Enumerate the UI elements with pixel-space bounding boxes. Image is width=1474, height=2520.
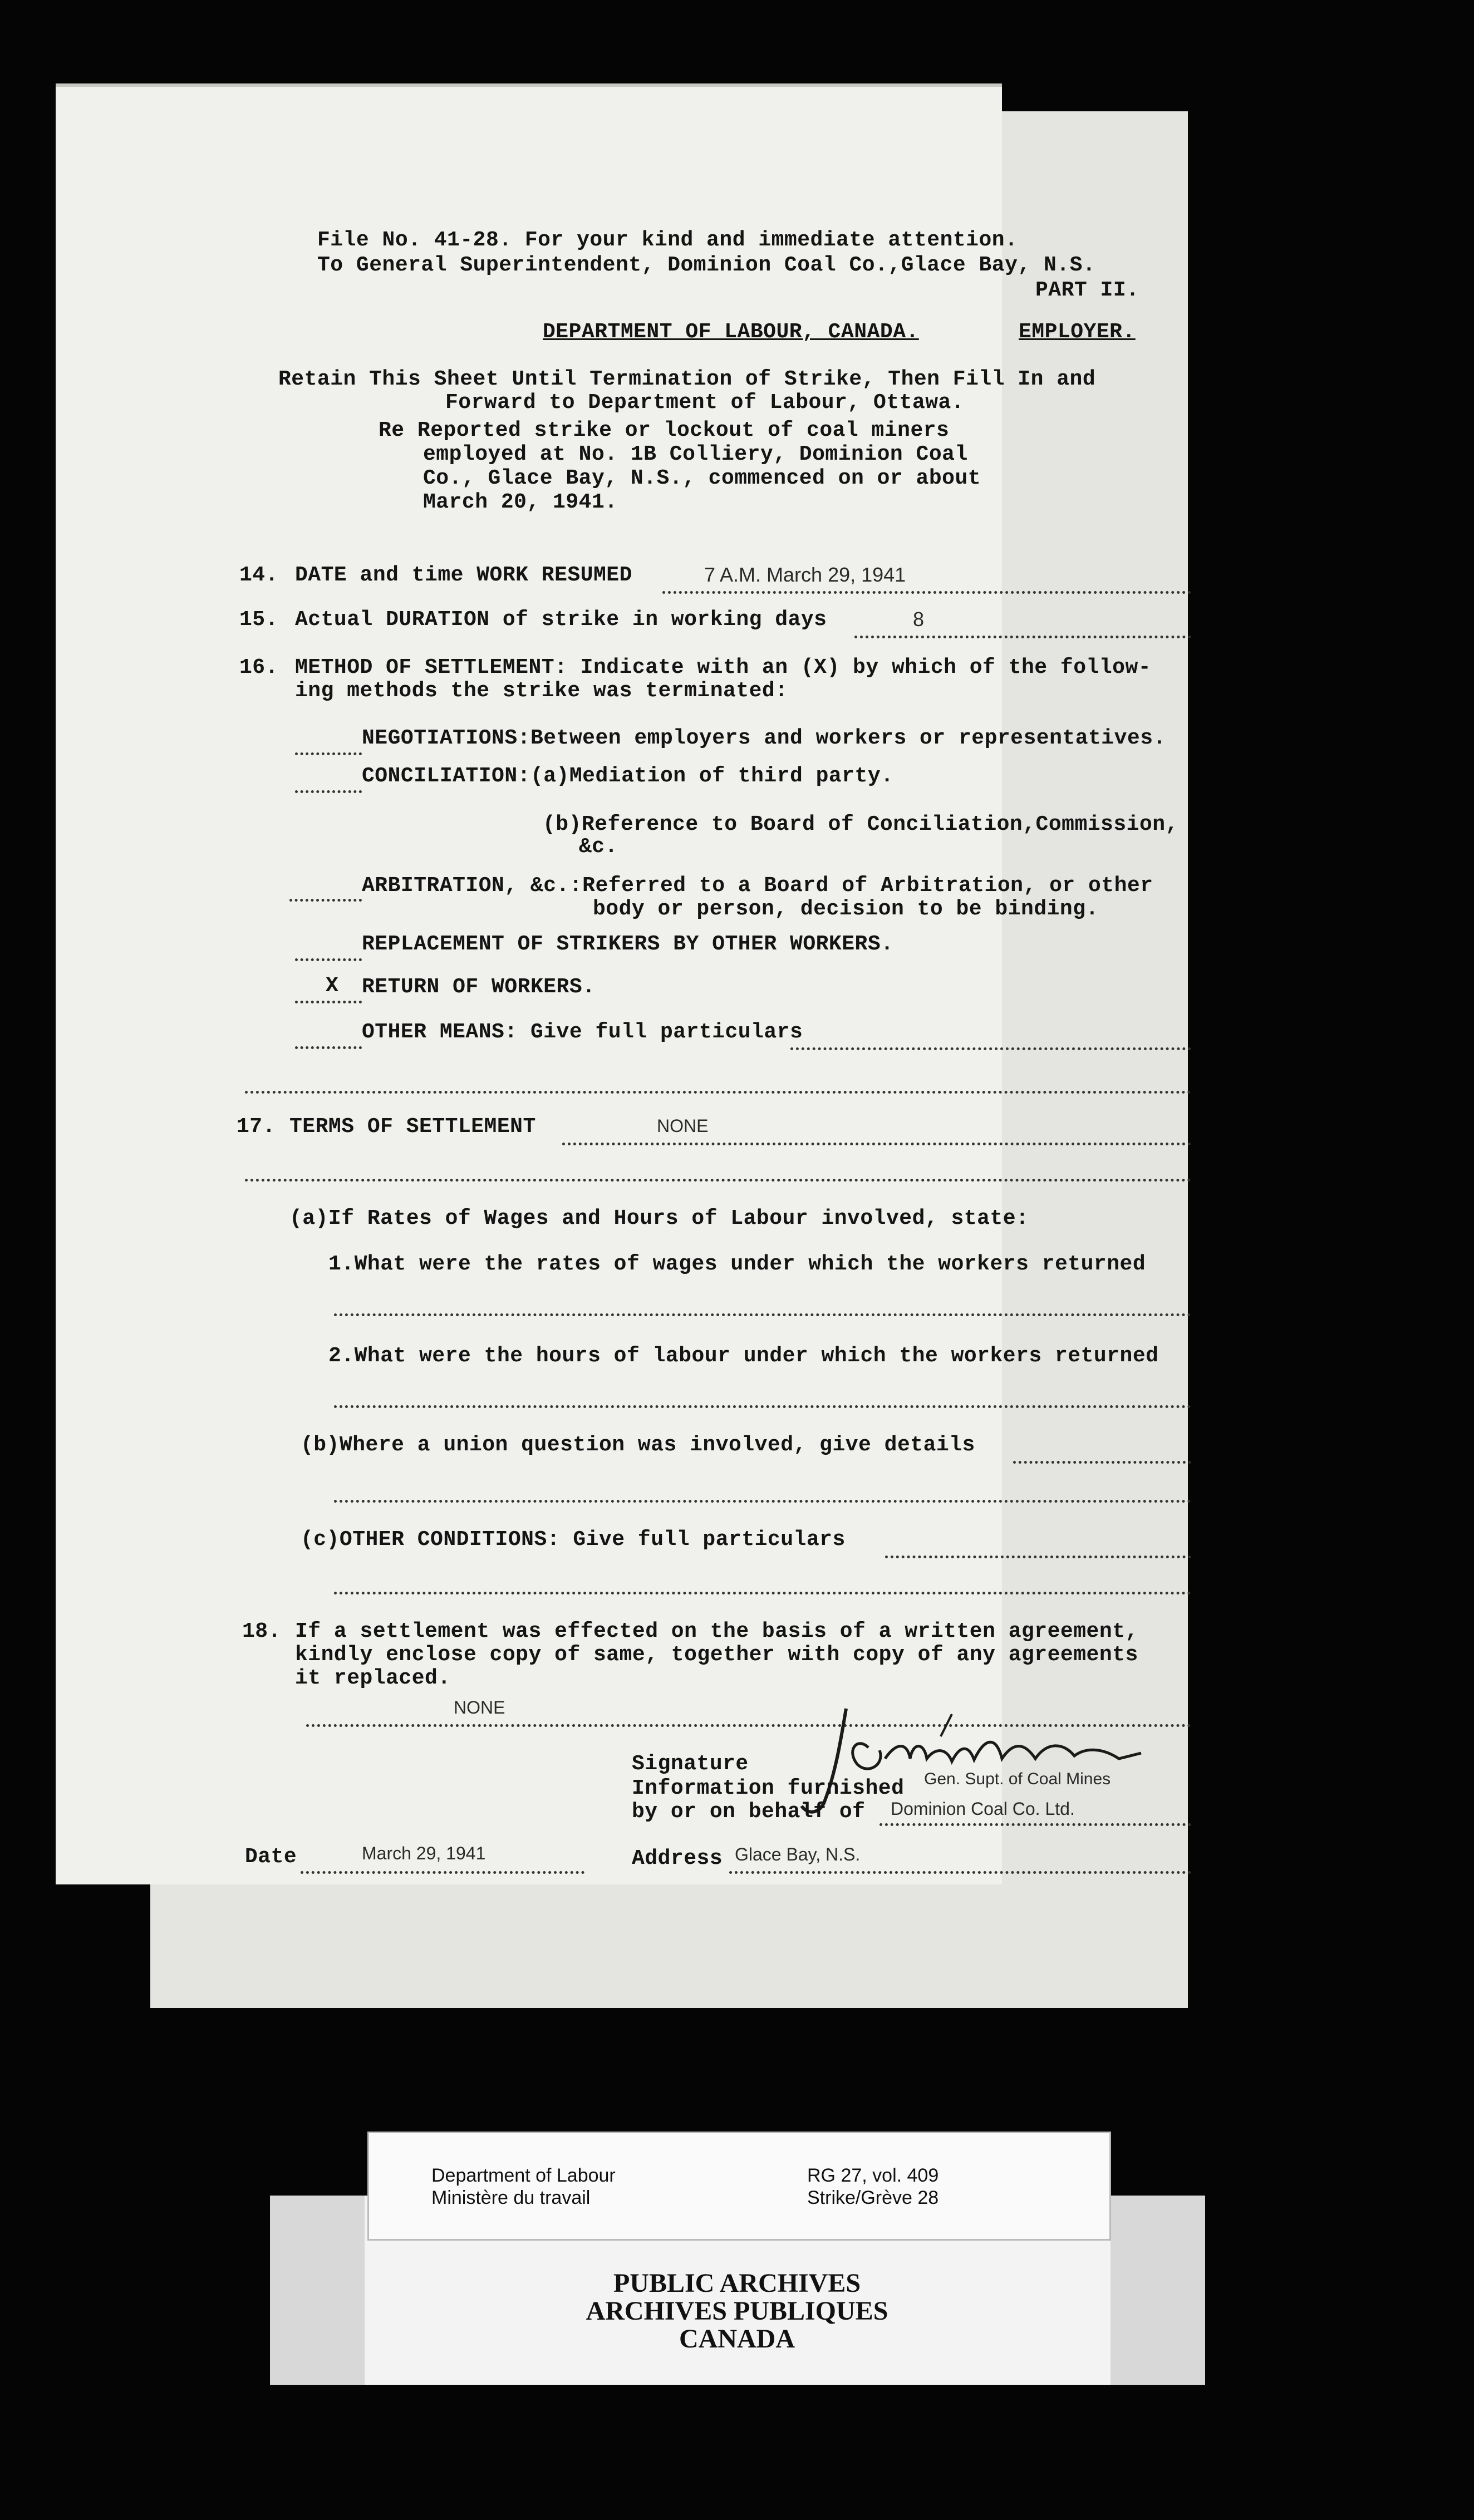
- item-18-answer: NONE: [454, 1697, 505, 1717]
- item-14-line: [662, 591, 1191, 594]
- arbitration-blank: [289, 899, 362, 902]
- item-14-number: 14.: [239, 563, 278, 587]
- archive-dept-en: Department of Labour: [431, 2165, 616, 2186]
- item-17c-line-2: [334, 1592, 1191, 1594]
- item-17c-question: (c)OTHER CONDITIONS: Give full particulars: [301, 1528, 846, 1552]
- archive-dept-fr: Ministère du travail: [431, 2187, 591, 2208]
- item-17b-question: (b)Where a union question was involved, give details: [301, 1433, 975, 1457]
- item-17-answer: NONE: [657, 1116, 709, 1136]
- re-line-4: March 20, 1941.: [423, 490, 618, 514]
- department-title: DEPARTMENT OF LABOUR, CANADA.: [543, 320, 919, 344]
- archive-reference: RG 27, vol. 409: [807, 2165, 939, 2186]
- re-line-1: Re Reported strike or lockout of coal miners: [379, 419, 950, 442]
- item-17-line-2: [245, 1179, 1191, 1182]
- re-line-3: Co., Glace Bay, N.S., commenced on or about: [423, 466, 981, 490]
- return-blank: [295, 1001, 362, 1003]
- replacement-option: REPLACEMENT OF STRIKERS BY OTHER WORKERS.: [362, 932, 894, 956]
- re-line-2: employed at No. 1B Colliery, Dominion Coal: [423, 442, 968, 466]
- item-17a-question: (a)If Rates of Wages and Hours of Labour involved, state:: [289, 1207, 1029, 1231]
- address-line: [729, 1871, 1191, 1874]
- item-17c-line-1: [885, 1556, 1191, 1558]
- archive-title-en: PUBLIC ARCHIVES: [613, 2268, 861, 2298]
- arbitration-option-2: body or person, decision to be binding.: [593, 897, 1099, 921]
- item-15-line: [854, 636, 1191, 638]
- item-18-number: 18.: [242, 1620, 281, 1643]
- archive-title-country: CANADA: [679, 2324, 795, 2354]
- item-14-question: DATE and time WORK RESUMED: [295, 563, 632, 587]
- item-17a1-line: [334, 1313, 1191, 1316]
- item-17-question: TERMS OF SETTLEMENT: [289, 1115, 536, 1139]
- replacement-blank: [295, 958, 362, 961]
- retain-line-2: Forward to Department of Labour, Ottawa.: [445, 391, 965, 415]
- item-15-question: Actual DURATION of strike in working days: [295, 608, 827, 632]
- arbitration-option-1: ARBITRATION, &c.:Referred to a Board of Arbitration, or other: [362, 874, 1153, 898]
- information-value: Gen. Supt. of Coal Mines: [924, 1770, 1111, 1788]
- item-17b-line-2: [334, 1500, 1191, 1503]
- item-16-question-2: ing methods the strike was terminated:: [295, 679, 788, 703]
- date-label: Date: [245, 1845, 297, 1869]
- item-18-question-3: it replaced.: [295, 1666, 451, 1690]
- item-17-number: 17.: [237, 1115, 276, 1139]
- other-option: OTHER MEANS: Give full particulars: [362, 1020, 803, 1044]
- date-line: [301, 1871, 584, 1874]
- item-17a1-question: 1.What were the rates of wages under which the workers returned: [328, 1252, 1146, 1276]
- information-label: Information furnished: [632, 1776, 905, 1800]
- part-label: PART II.: [1035, 278, 1139, 302]
- item-17a2-line: [334, 1405, 1191, 1408]
- archive-title-fr: ARCHIVES PUBLIQUES: [586, 2296, 888, 2326]
- item-16-number: 16.: [239, 656, 278, 680]
- address-label: Address: [632, 1847, 723, 1871]
- negotiations-blank: [295, 752, 362, 755]
- behalf-line: [880, 1823, 1191, 1826]
- return-mark: X: [326, 974, 339, 998]
- item-17a2-question: 2.What were the hours of labour under which the workers returned: [328, 1344, 1159, 1368]
- item-17-line: [562, 1143, 1191, 1145]
- retain-line-1: Retain This Sheet Until Termination of Strike, Then Fill In and: [278, 367, 1096, 391]
- item-17b-line-1: [1013, 1461, 1191, 1464]
- item-18-question-2: kindly enclose copy of same, together with copy of any agreements: [295, 1643, 1138, 1667]
- superintendent-line: To General Superintendent, Dominion Coal Co.,Glace Bay, N.S.: [317, 253, 1096, 277]
- behalf-label: by or on behalf of: [632, 1800, 866, 1824]
- archive-card-edge-right: [1111, 2196, 1205, 2385]
- conciliation-board: (b)Reference to Board of Conciliation,Commission,: [543, 813, 1178, 836]
- item-15-number: 15.: [239, 608, 278, 632]
- signature-label: Signature: [632, 1752, 749, 1776]
- other-line-2: [245, 1091, 1191, 1094]
- file-line: File No. 41-28. For your kind and immediate attention.: [317, 228, 1018, 252]
- item-16-question-1: METHOD OF SETTLEMENT: Indicate with an (X) by which of the follow-: [295, 656, 1152, 680]
- employer-label: EMPLOYER.: [1019, 320, 1136, 344]
- conciliation-blank: [295, 790, 362, 793]
- conciliation-etc: &c.: [579, 835, 618, 859]
- return-option: RETURN OF WORKERS.: [362, 975, 596, 999]
- conciliation-option: CONCILIATION:(a)Mediation of third party.: [362, 764, 894, 788]
- archive-strike-number: Strike/Grève 28: [807, 2187, 939, 2208]
- other-line-1: [790, 1047, 1191, 1050]
- negotiations-option: NEGOTIATIONS:Between employers and workers or representatives.: [362, 726, 1166, 750]
- item-14-answer: 7 A.M. March 29, 1941: [704, 563, 906, 586]
- item-18-question-1: If a settlement was effected on the basis of a written agreement,: [295, 1620, 1138, 1643]
- date-value: March 29, 1941: [362, 1843, 486, 1863]
- item-15-answer: 8: [913, 608, 925, 631]
- archive-card-edge-left: [270, 2196, 365, 2385]
- other-blank: [295, 1046, 362, 1049]
- behalf-value: Dominion Coal Co. Ltd.: [891, 1799, 1075, 1819]
- address-value: Glace Bay, N.S.: [735, 1844, 861, 1864]
